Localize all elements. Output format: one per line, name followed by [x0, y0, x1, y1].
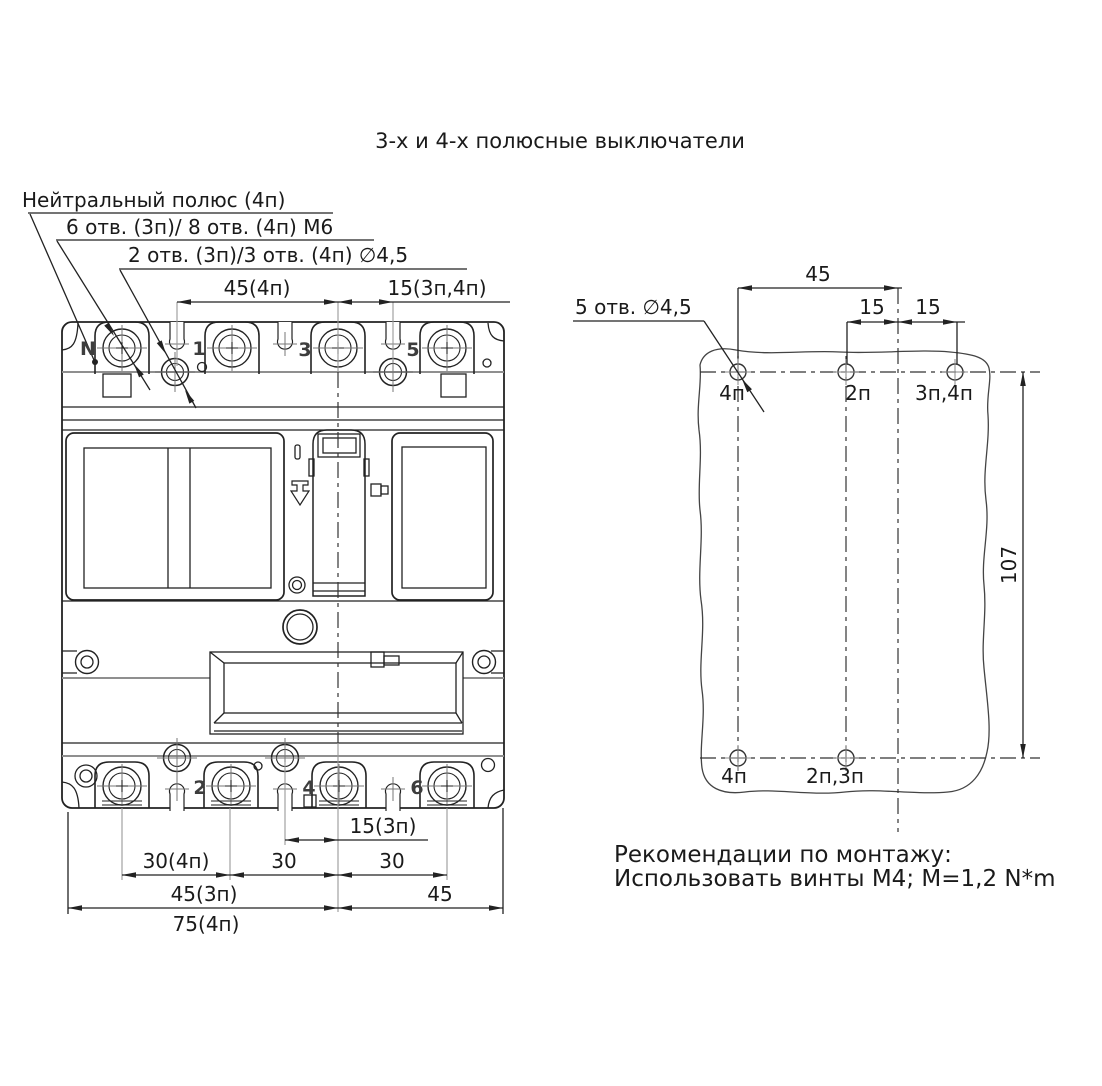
breaker-body-outline — [62, 322, 504, 808]
page-title: 3-х и 4-х полюсные выключатели — [375, 129, 745, 153]
dim-top-span: 45(4п) — [223, 276, 291, 300]
dim-pattern-offset-left: 15 — [859, 295, 885, 319]
mounting-recommendations — [614, 842, 1056, 892]
mounting-surface-outline — [698, 349, 990, 793]
hole-label-top-4p: 4п — [719, 381, 745, 405]
dim-top-offset: 15(3п,4п) — [387, 276, 487, 300]
terminal-label-6: 6 — [410, 777, 424, 799]
dim-left-span-3p: 45(3п) — [170, 882, 238, 906]
hole-label-top-3p4p: 3п,4п — [915, 381, 973, 405]
terminal-label-5: 5 — [406, 339, 420, 361]
terminal-label-3: 3 — [298, 339, 312, 361]
hole-label-top-2p: 2п — [845, 381, 871, 405]
terminal-label-n: N — [80, 338, 96, 360]
terminal-label-2: 2 — [193, 777, 207, 799]
terminal-label-1: 1 — [192, 338, 206, 360]
dim-right-span: 45 — [427, 882, 453, 906]
dim-pattern-offset-right: 15 — [915, 295, 941, 319]
callout-neutral-pole: Нейтральный полюс (4п) — [22, 188, 286, 212]
terminal-label-4: 4 — [302, 777, 316, 799]
mounting-hole-pattern — [573, 262, 1040, 832]
dim-pattern-height: 107 — [997, 545, 1021, 585]
hole-label-bottom-4p: 4п — [721, 764, 747, 788]
dim-pitch-right: 30 — [379, 849, 405, 873]
dim-pitch-mid: 30 — [271, 849, 297, 873]
recommendations-line1: Рекомендации по монтажу: — [614, 842, 952, 868]
dim-pattern-width: 45 — [805, 262, 831, 286]
callout-mounting-holes: 2 отв. (3п)/3 отв. (4п) ∅4,5 — [128, 243, 409, 267]
breaker-front-view — [22, 188, 510, 936]
callout-terminal-screws: 6 отв. (3п)/ 8 отв. (4п) М6 — [66, 215, 334, 239]
callout-five-holes: 5 отв. ∅4,5 — [575, 295, 692, 319]
recommendations-line2: Использовать винты М4; М=1,2 N*m — [614, 866, 1056, 892]
dim-pitch-neutral: 30(4п) — [142, 849, 210, 873]
pattern-dimensions — [738, 262, 1026, 758]
dim-bottom-offset: 15(3п) — [349, 814, 417, 838]
hole-label-bottom-2p3p: 2п,3п — [806, 764, 864, 788]
dim-left-span-4p: 75(4п) — [172, 912, 240, 936]
